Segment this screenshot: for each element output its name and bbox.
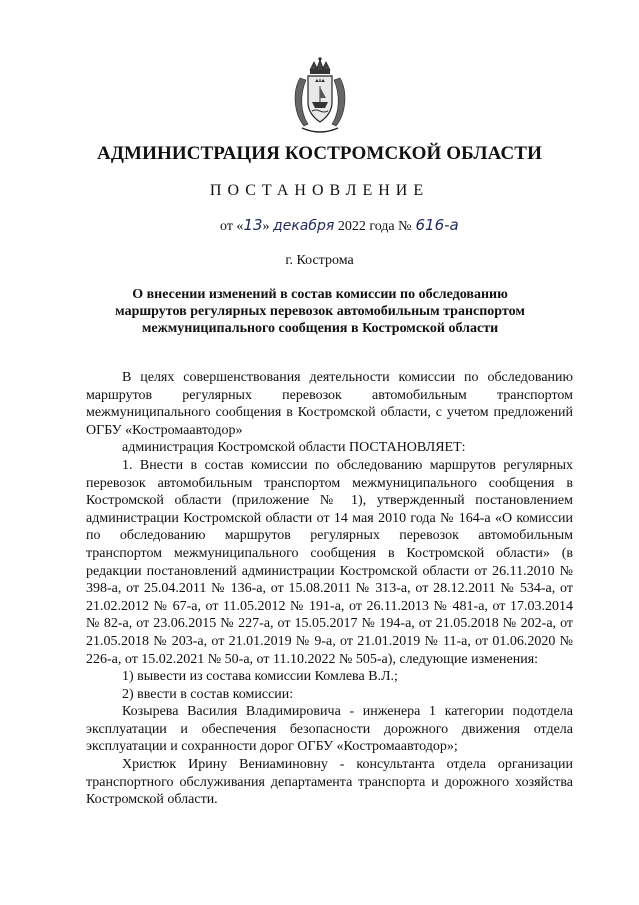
body-paragraph: Христюк Ирину Вениаминовну - консультанта отдела организации транспортного обслуживания департамента транспорта и дорожного хозяйства Костромской области. [86, 757, 573, 808]
document-number-handwritten: 616-а [415, 216, 459, 234]
document-subject [100, 286, 540, 337]
date-mid: » [262, 219, 270, 234]
body-paragraph: 1. Внести в состав комиссии по обследованию маршрутов регулярных перевозок автомобильным транспортом межмуниципального сообщения в Костромской области (приложение № 1), утвержденный постановлением администрации Костромской области от 14 мая 2010 года № 164-а «О комиссии по обследованию маршрутов регулярных перевозок автомобильным транспортом межмуниципального сообщения в Костромской области» (в редакции постановлений администрации Костромской области от 26.11.2010 № 398-а, от 25.04.2011 № 136-а, от 15.08.2011 № 313-а, от 28.12.2011 № 534-а, от 21.02.2012 № 67-а, от 11.05.2012 № 191-а, от 26.11.2013 № 481-а, от 17.03.2014 № 82-а, от 23.06.2015 № 227-а, от 15.05.2017 № 194-а, от 21.05.2018 № 202-а, от 21.05.2018 № 203-а, от 21.01.2019 № 9-а, от 21.01.2019 № 11-а, от 01.06.2020 № 226-а, от 15.02.2021 № 50-а, от 11.10.2022 № 505-а), следующие изменения: [86, 457, 573, 667]
date-and-number-line [220, 216, 459, 235]
subject-line: маршрутов регулярных перевозок автомобильным транспортом [115, 304, 525, 319]
body-paragraph: Козырева Василия Владимировича - инженера 1 категории подотдела эксплуатации и обеспечения безопасности дорожного движения отдела эксплуатации и сохранности дорог ОГБУ «Костромаавтодор»; [86, 704, 573, 755]
body-paragraph: 2) ввести в состав комиссии: [122, 686, 294, 702]
document-type: ПОСТАНОВЛЕНИЕ [209, 182, 430, 199]
body-paragraph: В целях совершенствования деятельности комиссии по обследованию маршрутов регулярных перевозок автомобильным транспортом межмуниципального сообщения в Костромской области, с учетом предложений ОГБУ «Костромаавтодор» [86, 370, 573, 438]
city-name: г. Кострома [285, 253, 354, 268]
date-prefix: от « [220, 219, 244, 234]
date-suffix: 2022 года № [334, 219, 412, 234]
document-body [86, 369, 573, 809]
body-paragraph: 1) вывести из состава комиссии Комлева В.Л.; [122, 669, 398, 685]
date-day-handwritten: 13 [243, 216, 263, 234]
subject-line: О внесении изменений в состав комиссии по обследованию [132, 287, 508, 302]
subject-line: межмуниципального сообщения в Костромской области [141, 321, 499, 336]
coat-of-arms-icon [288, 56, 352, 136]
organization-title: АДМИНИСТРАЦИЯ КОСТРОМСКОЙ ОБЛАСТИ [97, 143, 542, 164]
body-paragraph: администрация Костромской области ПОСТАНОВЛЯЕТ: [122, 440, 466, 456]
date-month-handwritten: декабря [273, 218, 335, 234]
